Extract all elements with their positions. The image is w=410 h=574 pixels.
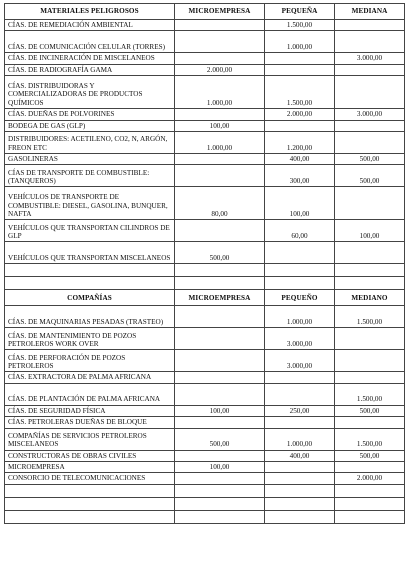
microempresa-cell: 100,00 (175, 120, 265, 131)
mediana-cell: 500,00 (335, 405, 405, 416)
microempresa-cell (175, 165, 265, 187)
mediana-cell: 2.000,00 (335, 473, 405, 484)
table-row (5, 372, 405, 383)
section1-category-header: MATERIALES PELIGROSOS (5, 4, 175, 20)
empty-cell (335, 497, 405, 510)
microempresa-cell (175, 109, 265, 120)
table-row (5, 154, 405, 165)
empty-cell (335, 264, 405, 277)
microempresa-cell (175, 220, 265, 242)
pequena-cell: 400,00 (265, 450, 335, 461)
microempresa-cell (175, 31, 265, 53)
microempresa-cell: 500,00 (175, 242, 265, 264)
pequena-cell: 100,00 (265, 187, 335, 220)
empty-cell (265, 484, 335, 497)
pequena-cell: 3.000,00 (265, 328, 335, 350)
pequena-cell: 1.500,00 (265, 76, 335, 109)
pequena-cell (265, 120, 335, 131)
category-cell: CÍAS. DE MAQUINARIAS PESADAS (TRASTEO) (5, 306, 175, 328)
blank-row (5, 484, 405, 497)
mediana-cell (335, 76, 405, 109)
section1-microempresa-header: MICROEMPRESA (175, 4, 265, 20)
table-row (5, 405, 405, 416)
mediana-cell (335, 187, 405, 220)
table-row (5, 220, 405, 242)
section2-header-row (5, 290, 405, 306)
mediana-cell (335, 417, 405, 428)
pequena-cell (265, 64, 335, 75)
category-cell: CÍAS DE TRANSPORTE DE COMBUSTIBLE: (TANQUEROS) (5, 165, 175, 187)
table-row (5, 64, 405, 75)
table-row (5, 187, 405, 220)
table-row (5, 109, 405, 120)
pequena-cell: 1.500,00 (265, 20, 335, 31)
empty-cell (265, 264, 335, 277)
pequena-cell (265, 372, 335, 383)
microempresa-cell (175, 350, 265, 372)
pequena-cell: 250,00 (265, 405, 335, 416)
fee-schedule-body (5, 4, 405, 524)
microempresa-cell (175, 372, 265, 383)
category-cell: CÍAS. DE PLANTACIÓN DE PALMA AFRICANA (5, 383, 175, 405)
empty-cell (175, 510, 265, 523)
microempresa-cell: 2.000,00 (175, 64, 265, 75)
table-row (5, 242, 405, 264)
blank-row (5, 497, 405, 510)
empty-cell (335, 277, 405, 290)
empty-cell (335, 510, 405, 523)
mediana-cell: 3.000,00 (335, 53, 405, 64)
category-cell: DISTRIBUIDORES: ACETILENO, CO2, N, ARGÓN, FREON ETC (5, 132, 175, 154)
category-cell: CÍAS. DE SEGURIDAD FÍSICA (5, 405, 175, 416)
pequena-cell (265, 417, 335, 428)
category-cell: CÍAS. DISTRIBUIDORAS Y COMERCIALIZADORAS DE PRODUCTOS QUÍMICOS (5, 76, 175, 109)
pequena-cell (265, 473, 335, 484)
microempresa-cell (175, 306, 265, 328)
microempresa-cell: 1.000,00 (175, 76, 265, 109)
mediana-cell: 1.500,00 (335, 428, 405, 450)
mediana-cell (335, 20, 405, 31)
category-cell: CÍAS. DE PERFORACIÓN DE POZOS PETROLEROS (5, 350, 175, 372)
mediana-cell: 500,00 (335, 450, 405, 461)
empty-cell (175, 497, 265, 510)
table-row (5, 450, 405, 461)
mediana-cell: 100,00 (335, 220, 405, 242)
fee-schedule-document (4, 3, 404, 524)
category-cell: COMPAÑÍAS DE SERVICIOS PETROLEROS MISCELANEOS (5, 428, 175, 450)
pequena-cell: 300,00 (265, 165, 335, 187)
mediana-cell (335, 31, 405, 53)
table-row (5, 428, 405, 450)
pequena-cell (265, 462, 335, 473)
mediana-cell (335, 120, 405, 131)
pequena-cell (265, 53, 335, 64)
empty-cell (175, 264, 265, 277)
category-cell: VEHÍCULOS QUE TRANSPORTAN MISCELANEOS (5, 242, 175, 264)
category-cell: CÍAS. PETROLERAS DUEÑAS DE BLOQUE (5, 417, 175, 428)
pequena-cell: 1.000,00 (265, 306, 335, 328)
microempresa-cell (175, 20, 265, 31)
pequena-cell: 1.000,00 (265, 428, 335, 450)
empty-cell (175, 277, 265, 290)
mediana-cell: 1.500,00 (335, 383, 405, 405)
table-row (5, 306, 405, 328)
pequena-cell: 400,00 (265, 154, 335, 165)
empty-cell (175, 484, 265, 497)
empty-cell (5, 497, 175, 510)
table-row (5, 120, 405, 131)
table-row (5, 76, 405, 109)
empty-cell (5, 484, 175, 497)
mediana-cell: 3.000,00 (335, 109, 405, 120)
category-cell: CÍAS. DE INCINERACIÓN DE MISCELANEOS (5, 53, 175, 64)
category-cell: VEHÍCULOS QUE TRANSPORTAN CILINDROS DE GLP (5, 220, 175, 242)
blank-row (5, 277, 405, 290)
empty-cell (5, 277, 175, 290)
section2-pequena-header: PEQUEÑO (265, 290, 335, 306)
empty-cell (265, 510, 335, 523)
mediana-cell (335, 64, 405, 75)
empty-cell (5, 510, 175, 523)
microempresa-cell (175, 473, 265, 484)
table-row (5, 473, 405, 484)
microempresa-cell (175, 383, 265, 405)
microempresa-cell: 500,00 (175, 428, 265, 450)
mediana-cell (335, 242, 405, 264)
mediana-cell (335, 372, 405, 383)
table-row (5, 350, 405, 372)
category-cell: CONSTRUCTORAS DE OBRAS CIVILES (5, 450, 175, 461)
table-row (5, 132, 405, 154)
mediana-cell (335, 328, 405, 350)
empty-cell (335, 484, 405, 497)
microempresa-cell: 1.000,00 (175, 132, 265, 154)
section2-microempresa-header: MICROEMPRESA (175, 290, 265, 306)
mediana-cell (335, 462, 405, 473)
empty-cell (5, 264, 175, 277)
category-cell: CONSORCIO DE TELECOMUNICACIONES (5, 473, 175, 484)
category-cell: VEHÍCULOS DE TRANSPORTE DE COMBUSTIBLE: DIESEL, GASOLINA, BUNQUER, NAFTA (5, 187, 175, 220)
pequena-cell: 3.000,00 (265, 350, 335, 372)
microempresa-cell: 100,00 (175, 462, 265, 473)
table-row (5, 417, 405, 428)
microempresa-cell: 100,00 (175, 405, 265, 416)
category-cell: MICROEMPRESA (5, 462, 175, 473)
category-cell: CÍAS. DE COMUNICACIÓN CELULAR (TORRES) (5, 31, 175, 53)
empty-cell (265, 277, 335, 290)
table-row (5, 462, 405, 473)
table-row (5, 53, 405, 64)
section1-pequena-header: PEQUEÑA (265, 4, 335, 20)
section1-header-row (5, 4, 405, 20)
microempresa-cell (175, 328, 265, 350)
mediana-cell: 1.500,00 (335, 306, 405, 328)
table-row (5, 383, 405, 405)
mediana-cell (335, 350, 405, 372)
microempresa-cell (175, 450, 265, 461)
blank-row (5, 264, 405, 277)
category-cell: CÍAS. EXTRACTORA DE PALMA AFRICANA (5, 372, 175, 383)
mediana-cell (335, 132, 405, 154)
pequena-cell: 60,00 (265, 220, 335, 242)
table-row (5, 31, 405, 53)
section1-mediana-header: MEDIANA (335, 4, 405, 20)
microempresa-cell: 80,00 (175, 187, 265, 220)
pequena-cell: 1.200,00 (265, 132, 335, 154)
category-cell: CÍAS. DE REMEDIACIÓN AMBIENTAL (5, 20, 175, 31)
mediana-cell: 500,00 (335, 154, 405, 165)
blank-row (5, 510, 405, 523)
fee-schedule-table (4, 3, 405, 524)
category-cell: CÍAS. DE RADIOGRAFÍA GAMA (5, 64, 175, 75)
pequena-cell (265, 242, 335, 264)
empty-cell (265, 497, 335, 510)
category-cell: GASOLINERAS (5, 154, 175, 165)
microempresa-cell (175, 417, 265, 428)
table-row (5, 165, 405, 187)
table-row (5, 328, 405, 350)
section2-category-header: COMPAÑÍAS (5, 290, 175, 306)
section2-mediana-header: MEDIANO (335, 290, 405, 306)
mediana-cell: 500,00 (335, 165, 405, 187)
category-cell: CÍAS. DE MANTENIMIENTO DE POZOS PETROLEROS WORK OVER (5, 328, 175, 350)
pequena-cell: 1.000,00 (265, 31, 335, 53)
microempresa-cell (175, 53, 265, 64)
microempresa-cell (175, 154, 265, 165)
pequena-cell (265, 383, 335, 405)
category-cell: CÍAS. DUEÑAS DE POLVORINES (5, 109, 175, 120)
table-row (5, 20, 405, 31)
category-cell: BODEGA DE GAS (GLP) (5, 120, 175, 131)
pequena-cell: 2.000,00 (265, 109, 335, 120)
